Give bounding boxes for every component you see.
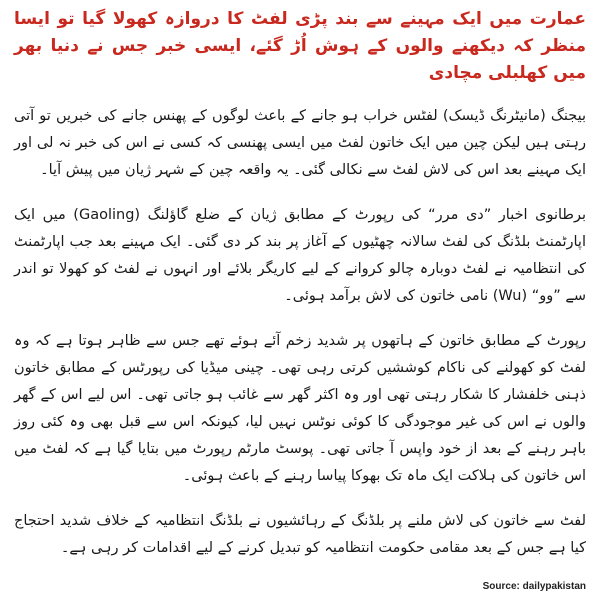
article-body bbox=[14, 6, 586, 562]
article-paragraph: رپورٹ کے مطابق خاتون کے ہاتھوں پر شدید زخم آئے ہوئے تھے جس سے ظاہر ہوتا ہے کہ وہ لفٹ کو کھولنے کی ناکام کوششیں کرتی رہی تھی۔ چینی میڈیا کی رپورٹس کے مطابق خاتون ذہنی خلفشار کا شکار رہتی تھی اور وہ اکثر گھر سے غائب ہو جاتی تھی۔ اس لیے اس کے گھر والوں نے اس کی غیر موجودگی کا کوئی نوٹس نہیں لیا، کیونکہ اس سے قبل بھی وہ کئی روز باہر رہنے کے بعد از خود واپس آ جاتی تھی۔ پوسٹ مارٹم رپورٹ میں بتایا گیا ہے کہ لفٹ میں اس خاتون کی ہلاکت ایک ماہ تک بھوکا پیاسا رہنے کے باعث ہوئی۔ bbox=[14, 333, 586, 484]
article-paragraph: بیجنگ (مانیٹرنگ ڈیسک) لفٹس خراب ہو جانے کے باعث لوگوں کے پھنس جانے کی خبریں تو آتی رہتی ہیں لیکن چین میں ایک خاتون لفٹ میں ایسی پھنسی کہ کسی نے اس کی خبر نہ لی اور ایک مہینے بعد اس کی لاش لفٹ سے نکالی گئی۔ یہ واقعہ چین کے شہر ژیان میں پیش آیا۔ bbox=[14, 108, 586, 178]
article-paragraph: برطانوی اخبار ”دی مرر“ کی رپورٹ کے مطابق ژیان کے ضلع گاؤلنگ (Gaoling) میں ایک اپارٹمنٹ بلڈنگ کی لفٹ سالانہ چھٹیوں کے آغاز پر بند کر دی گئی۔ ایک مہینے بعد جب اپارٹمنٹ کی انتظامیہ نے لفٹ دوبارہ چالو کروانے کے لیے کاریگر بلائے اور انہوں نے لفٹ کو کھولا تو اندر سے ”وو“ (Wu) نامی خاتون کی لاش برآمد ہوئی۔ bbox=[14, 207, 586, 304]
article-headline: عمارت میں ایک مہینے سے بند پڑی لفٹ کا دروازہ کھولا گیا تو ایسا منظر کہ دیکھنے والوں کے ہوش اُڑ گئے، ایسی خبر جس نے دنیا بھر میں کھلبلی مچادی bbox=[14, 9, 586, 83]
article-paragraph: لفٹ سے خاتون کی لاش ملنے پر بلڈنگ کے رہائشیوں نے بلڈنگ انتظامیہ کے خلاف شدید احتجاج کیا ہے جس کے بعد مقامی حکومت انتظامیہ کو تبدیل کرنے کے لیے اقدامات کر رہی ہے۔ bbox=[14, 513, 586, 556]
source-credit: Source: dailypakistan bbox=[482, 581, 586, 592]
